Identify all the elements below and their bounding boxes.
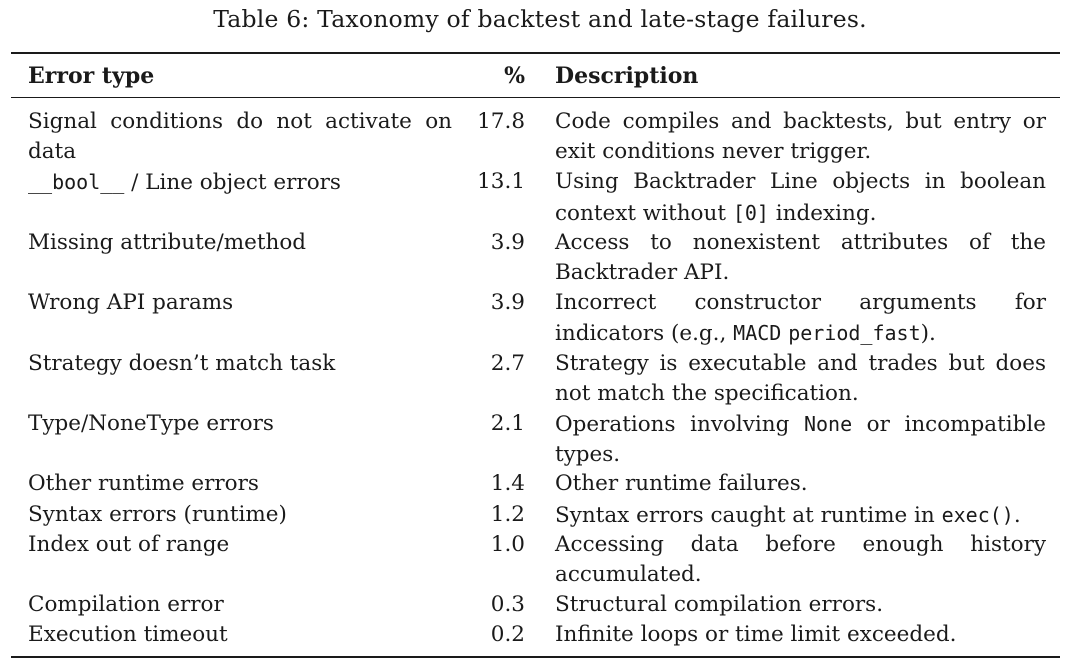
bottom-rule bbox=[11, 656, 1060, 658]
table-row bbox=[0, 167, 1080, 227]
description-cell bbox=[555, 500, 1046, 531]
header-rule bbox=[11, 97, 1060, 98]
description-cell bbox=[555, 288, 1046, 349]
description-text: Syntax errors caught at runtime in bbox=[555, 502, 942, 528]
description-cell: Accessing data before enough history accumulated. bbox=[555, 531, 1046, 587]
description-cell: Infinite loops or time limit exceeded. bbox=[555, 622, 957, 648]
description-cell: Code compiles and backtests, but entry or exit conditions never trigger. bbox=[555, 109, 1046, 165]
description-text: indexing. bbox=[768, 200, 877, 226]
error-type-cell: Strategy doesn’t match task bbox=[28, 350, 336, 376]
table-row bbox=[0, 349, 1080, 409]
percent-cell: 1.4 bbox=[490, 471, 525, 497]
table-row bbox=[0, 530, 1080, 590]
description-cell: Strategy is executable and trades but does not match the specification. bbox=[555, 350, 1046, 406]
table-body bbox=[0, 107, 1080, 650]
description-cell: Other runtime failures. bbox=[555, 471, 808, 497]
description-cell: Access to nonexistent attributes of the Backtrader API. bbox=[555, 229, 1046, 285]
header-error-type: Error type bbox=[28, 63, 155, 89]
description-cell bbox=[555, 167, 1046, 228]
header-percent: % bbox=[504, 63, 525, 89]
percent-cell: 1.0 bbox=[490, 531, 525, 557]
percent-cell: 2.1 bbox=[490, 410, 525, 436]
code-bool: __bool__ bbox=[28, 170, 125, 195]
error-type-cell bbox=[28, 167, 452, 198]
description-cell: Structural compilation errors. bbox=[555, 592, 884, 618]
description-text: Operations involving bbox=[555, 411, 804, 437]
error-type-cell: Signal conditions do not activate on data bbox=[28, 109, 452, 165]
error-type-cell: Syntax errors (runtime) bbox=[28, 501, 287, 527]
code-period-fast: period_fast bbox=[788, 321, 921, 346]
table-row bbox=[0, 590, 1080, 620]
table-row bbox=[0, 107, 1080, 167]
code-macd: MACD bbox=[733, 321, 782, 346]
description-text: Incorrect constructor arguments for indicators (e.g., bbox=[555, 290, 1046, 347]
description-text: Using Backtrader Line objects in boolean context without bbox=[555, 169, 1046, 226]
table-row bbox=[0, 409, 1080, 469]
error-type-cell: Missing attribute/method bbox=[28, 229, 307, 255]
code-index: [0] bbox=[732, 200, 769, 225]
description-text: ). bbox=[920, 321, 936, 347]
percent-cell: 3.9 bbox=[490, 229, 525, 255]
error-type-cell: Compilation error bbox=[28, 592, 224, 618]
table-row bbox=[0, 500, 1080, 530]
description-text: . bbox=[1013, 502, 1021, 528]
top-rule bbox=[11, 52, 1060, 54]
table-row bbox=[0, 228, 1080, 288]
error-type-cell: Other runtime errors bbox=[28, 471, 259, 497]
percent-cell: 0.3 bbox=[490, 592, 525, 618]
percent-cell: 17.8 bbox=[477, 109, 525, 134]
code-exec: exec() bbox=[941, 502, 1014, 527]
percent-cell: 3.9 bbox=[490, 290, 525, 316]
error-type-cell: Type/NoneType errors bbox=[28, 410, 274, 436]
table-caption: Table 6: Taxonomy of backtest and late-stage failures. bbox=[213, 5, 867, 33]
header-description: Description bbox=[555, 63, 699, 89]
table-row bbox=[0, 469, 1080, 499]
error-type-cell: Wrong API params bbox=[28, 290, 234, 316]
description-text: or incompatible types. bbox=[555, 411, 1047, 468]
percent-cell: 2.7 bbox=[490, 350, 525, 376]
code-none: None bbox=[803, 411, 853, 436]
error-type-text: / Line object errors bbox=[124, 170, 341, 196]
table-row bbox=[0, 620, 1080, 650]
description-cell bbox=[555, 409, 1046, 470]
error-type-cell: Execution timeout bbox=[28, 622, 228, 648]
percent-cell: 0.2 bbox=[490, 622, 525, 648]
table-row bbox=[0, 288, 1080, 348]
percent-cell: 1.2 bbox=[490, 501, 525, 527]
percent-cell: 13.1 bbox=[477, 169, 525, 195]
error-type-cell: Index out of range bbox=[28, 531, 230, 557]
